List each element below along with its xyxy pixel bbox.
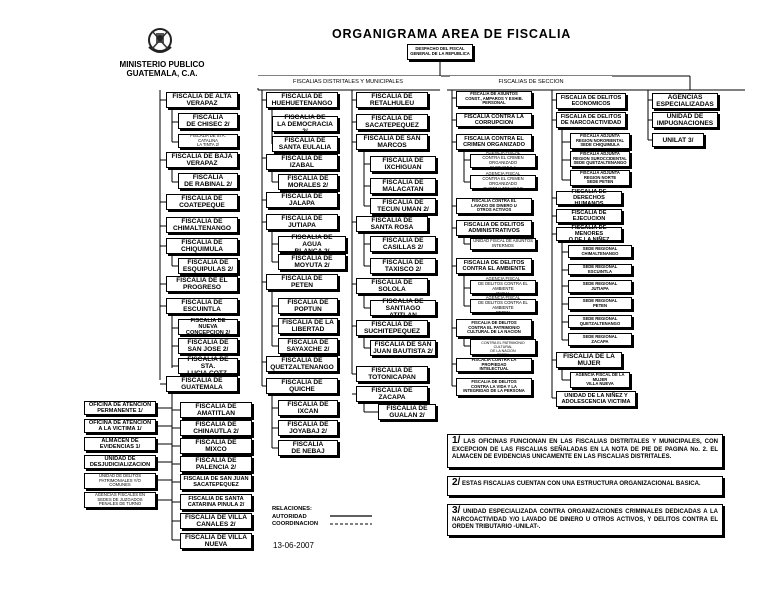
agencias-especializadas: AGENCIAS ESPECIALIZADAS bbox=[652, 93, 718, 109]
coat-of-arms-icon bbox=[146, 25, 174, 59]
fiscalia-amatitlan: FISCALIA DE AMATITLAN bbox=[180, 402, 252, 418]
sede-regional-escuintla: SEDE REGIONAL ESCUINTLA bbox=[568, 264, 632, 275]
fiscalia-patrimonio-cultural: FISCALIA DE DELITOS CONTRA EL PATRIMONIO CULTURAL DE LA NACION bbox=[456, 319, 532, 337]
fiscalia-propiedad-intelectual: FISCALIA CONTRA LA PROPIEDAD INTELECTUAL bbox=[456, 358, 532, 372]
fiscalia-totonicapan: FISCALIA DE TOTONICAPAN bbox=[356, 366, 428, 382]
fiscalia-alta-verapaz: FISCALIA DE ALTA VERAPAZ bbox=[166, 92, 238, 108]
fiscalia-la-libertad: FISCALIA DE LA LIBERTAD bbox=[278, 318, 338, 334]
footnote-1: 1/ LAS OFICINAS FUNCIONAN EN LAS FISCALIAS DISTRITALES Y MUNICIPALES, CON EXCEPCION DE LAS FISCALIAS SEÑALADAS EN LA NOTA DE PIE DE PAGINA No. 2. EL ALMACEN DE EVIDENCIAS UNICAMENTE EN LAS FISCALIAS DISTRITALES. bbox=[447, 434, 723, 468]
fiscalias-seccion-header: FISCALIAS DE SECCION bbox=[450, 76, 612, 88]
page-title: ORGANIGRAMA AREA DE FISCALIA bbox=[332, 27, 572, 41]
fiscalia-sacatepequez: FISCALIA DE SACATEPEQUEZ bbox=[356, 114, 428, 130]
fiscalia-huehuetenango: FISCALIA DE HUEHUETENANGO bbox=[266, 92, 338, 108]
fiscalia-gualan: FISCALIA DE GUALAN 2/ bbox=[378, 404, 436, 420]
fiscalia-malacatan: FISCALIA DE MALACATAN bbox=[370, 178, 436, 194]
fiscalia-adjunta-quetzaltenango: FISCALIA ADJUNTA REGION SUROCCIDENTAL SEDE QUETZALTENANGO bbox=[570, 151, 630, 167]
legend-title: RELACIONES: bbox=[272, 506, 312, 512]
fiscalia-peten: FISCALIA DE PETEN bbox=[266, 274, 338, 290]
org-city: GUATEMALA, C.A. bbox=[126, 69, 198, 78]
fiscalia-esquipulas: FISCALIA DE ESQUIPULAS 2/ bbox=[178, 258, 238, 274]
relationship-legend bbox=[272, 506, 318, 529]
fiscalia-retalhuleu: FISCALIA DE RETALHULEU bbox=[356, 92, 428, 108]
org-name: MINISTERIO PUBLICO bbox=[119, 60, 205, 69]
fiscalia-derechos-humanos: FISCALIA DE DERECHOS HUMANOS bbox=[556, 191, 622, 205]
fiscalia-nueva-concepcion: FISCALIA DE NUEVA CONCEPCION 2/ bbox=[178, 319, 238, 335]
fiscalia-narcoactividad: FISCALIA DE DELITOS DE NARCOACTIVIDAD bbox=[556, 112, 626, 128]
fiscalia-sta-catalina: FISCALIA DE STA. CATALINA LA TINTA 2/ bbox=[178, 134, 238, 148]
fiscalia-suchitepequez: FISCALIA DE SUCHITEPEQUEZ bbox=[356, 320, 428, 336]
fiscalia-guatemala: FISCALIA DE GUATEMALA bbox=[166, 376, 238, 392]
fiscalias-distritales-header: FISCALIAS DISTRITALES Y MUNICIPALES bbox=[255, 76, 441, 88]
legend-coordinacion: COORDINACION bbox=[272, 521, 319, 527]
fiscalia-chimaltenango: FISCALIA DE CHIMALTENANGO bbox=[166, 217, 238, 233]
sede-regional-chimaltenango: SEDE REGIONAL CHIMALTENANGO bbox=[568, 245, 632, 258]
fiscalia-jalapa: FISCALIA DE JALAPA bbox=[266, 192, 338, 208]
fiscalia-chinautla: FISCALIA DE CHINAUTLA 2/ bbox=[180, 420, 252, 436]
org-name-block bbox=[118, 60, 206, 78]
footnote-3: 3/ UNIDAD ESPECIALIZADA CONTRA ORGANIZACIONES CRIMINALES DEDICADAS A LA NARCOACTIVIDAD Y/O LAVADO DE DINERO U OTROS ACTIVOS, Y DELITOS CONTRA EL ORDEN TRIBUTARIO -UNILAT-. bbox=[447, 504, 723, 536]
fiscalia-chiquimula: FISCALIA DE CHIQUIMULA bbox=[166, 238, 238, 254]
fiscalia-ixchiguan: FISCALIA DE IXCHIGUAN bbox=[370, 156, 436, 172]
sede-regional-quetzaltenango: SEDE REGIONAL QUETZALTENANGO bbox=[568, 315, 632, 328]
fiscalia-san-juan-bautista: FISCALIA DE SAN JUAN BAUTISTA 2/ bbox=[370, 340, 436, 356]
agencia-ambiente-peten: AGENCIA FISCAL DE DELITOS CONTRA EL AMBIENTE PETEN bbox=[470, 299, 536, 313]
fiscalia-el-progreso: FISCALIA DE EL PROGRESO bbox=[166, 276, 238, 292]
fiscalia-mixco: FISCALIA DE MIXCO bbox=[180, 438, 252, 454]
oficina-atencion-victima: OFICINA DE ATENCION A LA VICTIMA 1/ bbox=[84, 419, 156, 433]
sede-regional-peten: SEDE REGIONAL PETEN bbox=[568, 297, 632, 310]
fiscalia-zacapa: FISCALIA DE ZACAPA bbox=[356, 386, 428, 402]
agencias-fiscales-sedes: AGENCIAS FISCALES EN SEDES DE JUZGADOS PENALES DE TURNO bbox=[84, 492, 156, 508]
fiscalia-poptun: FISCALIA DE POPTUN bbox=[278, 298, 338, 314]
document-date: 13-06-2007 bbox=[273, 541, 314, 550]
fiscalia-delitos-economicos: FISCALIA DE DELITOS ECONOMICOS bbox=[556, 93, 626, 109]
agencia-mujer-villa-nueva: AGENCIA FISCAL DE LA MUJER VILLA NUEVA bbox=[570, 372, 630, 388]
unidad-impugnaciones: UNIDAD DE IMPUGNACIONES bbox=[652, 112, 718, 128]
fiscalia-morales: FISCALIA DE MORALES 2/ bbox=[278, 174, 338, 190]
unidad-desjudicializacion: UNIDAD DE DESJUDICIALIZACION bbox=[84, 455, 156, 469]
fiscalia-villa-canales: FISCALIA DE VILLA CANALES 2/ bbox=[180, 513, 252, 529]
fiscalia-adjunta-peten: FISCALIA ADJUNTA REGION NORTE SEDE PETEN bbox=[570, 170, 630, 186]
unidad-delitos-patrimoniales: UNIDAD DE DELITOS PATRIMONIALES Y/O COMUNES bbox=[84, 473, 156, 489]
unilat-unit: UNILAT 3/ bbox=[652, 133, 704, 147]
fiscalia-izabal: FISCALIA DE IZABAL bbox=[266, 154, 338, 170]
fiscalia-villa-nueva: FISCALIA DE VILLA NUEVA bbox=[180, 533, 252, 549]
fiscalia-casillas: FISCALIA DE CASILLAS 2/ bbox=[370, 236, 436, 252]
oficina-atencion-permanente: OFICINA DE ATENCION PERMANENTE 1/ bbox=[84, 401, 156, 415]
fiscalia-santa-catarina-pinula: FISCALIA DE SANTA CATARINA PINULA 2/ bbox=[180, 494, 252, 510]
fiscalia-coatepeque: FISCALIA DE COATEPEQUE bbox=[166, 194, 238, 210]
fiscalia-corrupcion: FISCALIA CONTRA LA CORRUPCION bbox=[456, 113, 532, 127]
fiscalia-menores: FISCALIA DE MENORES O DE LA NIÑEZ bbox=[556, 227, 622, 241]
fiscalia-sta-lucia: FISCALIA DE STA. LUCIA COTZ. bbox=[178, 358, 238, 374]
fiscalia-santa-rosa: FISCALIA DE SANTA ROSA bbox=[356, 216, 428, 232]
fiscalia-delitos-administrativos: FISCALIA DE DELITOS ADMINISTRATIVOS bbox=[456, 220, 532, 236]
fiscalia-quetzaltenango: FISCALIA DE QUETZALTENANGO bbox=[266, 356, 338, 372]
fiscalia-agua-blanca: FISCALIA DE AGUA BLANCA 2/ bbox=[278, 236, 346, 252]
fiscalia-asuntos-constitucionales: FISCALIA DE ASUNTOS CONST., AMPAROS Y EXHIB. PERSONAL bbox=[456, 91, 532, 107]
fiscalia-quiche: FISCALIA DE QUICHE bbox=[266, 378, 338, 394]
sede-regional-jutiapa: SEDE REGIONAL JUTIAPA bbox=[568, 280, 632, 293]
fiscalia-san-jose: FISCALIA DE SAN JOSE 2/ bbox=[178, 338, 238, 354]
fiscalia-la-democracia: FISCALIA DE LA DEMOCRACIA 2/ bbox=[272, 116, 338, 132]
sede-regional-zacapa: SEDE REGIONAL ZACAPA bbox=[568, 333, 632, 346]
fiscalia-delitos-ambiente: FISCALIA DE DELITOS CONTRA EL AMBIENTE bbox=[456, 258, 532, 274]
fiscalia-san-marcos: FISCALIA DE SAN MARCOS bbox=[356, 134, 428, 150]
agencia-ambiente-izabal: AGENCIA FISCAL DE DELITOS CONTRA EL AMBIENTE IZABAL bbox=[470, 280, 536, 294]
unidad-ninez-adolescencia: UNIDAD DE LA NIÑEZ Y ADOLESCENCIA VICTIMA bbox=[556, 391, 636, 407]
agencia-crimen-organizado-quetzaltenango: AGENCIA FISCAL CONTRA EL CRIMEN ORGANIZADO QUETZALTENANGO bbox=[470, 175, 536, 189]
fiscalia-joyabaj: FISCALIA DE JOYABAJ 2/ bbox=[278, 420, 338, 436]
fiscalia-ejecucion: FISCALIA DE EJECUCION bbox=[556, 209, 622, 223]
fiscalia-adjunta-chiquimula: FISCALIA ADJUNTA REGION NORORIENTAL SEDE CHIQUIMULA bbox=[570, 133, 630, 149]
fiscalia-moyuta: FISCALIA DE MOYUTA 2/ bbox=[278, 254, 346, 270]
agencia-patrimonio-peten: AGENCIA FISCAL DE DELITOS CONTRA EL PATRIMONIO CULTURAL DE LA NACION PETEN bbox=[470, 339, 536, 355]
fiscalia-tecun-uman: FISCALIA DE TECUN UMAN 2/ bbox=[370, 198, 436, 214]
fiscalia-santiago-atitlan: FISCALIA DE SANTIAGO ATITLAN bbox=[370, 300, 436, 316]
fiscalia-taxisco: FISCALIA DE TAXISCO 2/ bbox=[370, 258, 436, 274]
fiscalia-santa-eulalia: FISCALIA DE SANTA EULALIA bbox=[272, 136, 338, 152]
fiscalia-ixcan: FISCALIA DE IXCAN bbox=[278, 400, 338, 416]
fiscalia-palencia: FISCALIA DE PALENCIA 2/ bbox=[180, 456, 252, 472]
fiscalia-chisec: FISCALIA DE CHISEC 2/ bbox=[178, 113, 238, 129]
fiscalia-escuintla: FISCALIA DE ESCUINTLA bbox=[166, 298, 238, 314]
fiscalia-jutiapa: FISCALIA DE JUTIAPA bbox=[266, 214, 338, 230]
agencia-crimen-organizado-chiquimula: AGENCIA FISCAL CONTRA EL CRIMEN ORGANIZADO CHIQUIMULA bbox=[470, 154, 536, 168]
unidad-asuntos-internos: UNIDAD FISCAL DE ASUNTOS INTERNOS bbox=[470, 238, 536, 250]
fiscalia-lavado-dinero: FISCALIA CONTRA EL LAVADO DE DINERO U OTROS ACTIVOS bbox=[456, 198, 532, 214]
fiscalia-sayaxche: FISCALIA DE SAYAXCHE 2/ bbox=[278, 338, 338, 354]
fiscalia-solola: FISCALIA DE SOLOLA bbox=[356, 278, 428, 294]
fiscalia-crimen-organizado: FISCALIA CONTRA EL CRIMEN ORGANIZADO bbox=[456, 134, 532, 150]
despacho-fiscal-general-box: DESPACHO DEL FISCAL GENERAL DE LA REPUBLICA bbox=[407, 44, 473, 60]
legend-autoridad: AUTORIDAD bbox=[272, 513, 307, 520]
fiscalia-baja-verapaz: FISCALIA DE BAJA VERAPAZ bbox=[166, 152, 238, 168]
fiscalia-delitos-vida: FISCALIA DE DELITOS CONTRA LA VIDA Y LA INTEGRIDAD DE LA PERSONA bbox=[456, 378, 532, 396]
almacen-evidencias: ALMACEN DE EVIDENCIAS 1/ bbox=[84, 437, 156, 451]
footnote-2: 2/ ESTAS FISCALIAS CUENTAN CON UNA ESTRUCTURA ORGANIZACIONAL BASICA. bbox=[447, 476, 723, 496]
fiscalia-mujer: FISCALIA DE LA MUJER bbox=[556, 352, 622, 368]
fiscalia-rabinal: FISCALIA DE RABINAL 2/ bbox=[178, 173, 238, 189]
fiscalia-san-juan-sacatepequez: FISCALIA DE SAN JUAN SACATEPEQUEZ bbox=[180, 474, 252, 490]
fiscalia-nebaj: FISCALIA DE NEBAJ bbox=[278, 440, 338, 456]
